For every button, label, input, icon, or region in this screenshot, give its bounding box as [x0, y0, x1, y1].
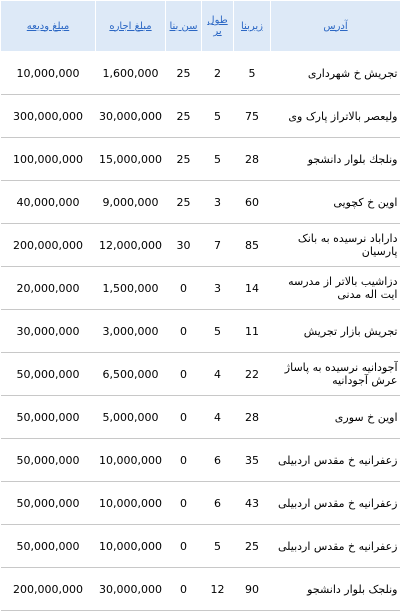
cell-deposit: 200,000,000 [1, 224, 96, 267]
cell-width: 2 [202, 52, 234, 95]
cell-rent: 1,600,000 [96, 52, 166, 95]
cell-address: ونلجك بلوار دانشجو [271, 138, 400, 181]
cell-width: 3 [202, 181, 234, 224]
cell-age: 25 [166, 52, 202, 95]
cell-rent: 5,000,000 [96, 396, 166, 439]
header-width[interactable]: طول بر [202, 1, 234, 52]
cell-age: 0 [166, 439, 202, 482]
cell-width: 5 [202, 95, 234, 138]
table-row [1, 310, 400, 353]
cell-deposit: 40,000,000 [1, 181, 96, 224]
cell-deposit: 50,000,000 [1, 525, 96, 568]
cell-age: 25 [166, 181, 202, 224]
cell-address: داراباد نرسیده به بانک پارسیان [271, 224, 400, 267]
header-deposit[interactable]: مبلغ ودیعه [1, 1, 96, 52]
header-area[interactable]: زیربنا [234, 1, 271, 52]
header-row [1, 1, 400, 52]
cell-width: 5 [202, 525, 234, 568]
cell-rent: 3,000,000 [96, 310, 166, 353]
cell-area: 11 [234, 310, 271, 353]
cell-address: زعفرانیه خ مقدس اردبیلی [271, 439, 400, 482]
header-rent[interactable]: مبلغ اجاره [96, 1, 166, 52]
cell-address: تجریش بازار تجریش [271, 310, 400, 353]
cell-age: 0 [166, 482, 202, 525]
table-row [1, 396, 400, 439]
cell-deposit: 20,000,000 [1, 267, 96, 310]
cell-area: 22 [234, 353, 271, 396]
cell-rent: 30,000,000 [96, 95, 166, 138]
cell-area: 43 [234, 482, 271, 525]
table-row [1, 439, 400, 482]
cell-address: اوین خ سوری [271, 396, 400, 439]
table-row [1, 95, 400, 138]
cell-rent: 9,000,000 [96, 181, 166, 224]
table-row [1, 224, 400, 267]
table-row [1, 353, 400, 396]
table-row [1, 181, 400, 224]
cell-width: 6 [202, 482, 234, 525]
cell-address: اوین خ کچویی [271, 181, 400, 224]
cell-width: 5 [202, 138, 234, 181]
cell-age: 0 [166, 525, 202, 568]
cell-age: 0 [166, 267, 202, 310]
cell-address: زعفرانیه خ مقدس اردبیلی [271, 482, 400, 525]
cell-area: 35 [234, 439, 271, 482]
table-row [1, 52, 400, 95]
cell-area: 60 [234, 181, 271, 224]
cell-width: 3 [202, 267, 234, 310]
cell-width: 4 [202, 353, 234, 396]
table-row [1, 138, 400, 181]
cell-deposit: 50,000,000 [1, 482, 96, 525]
cell-age: 30 [166, 224, 202, 267]
cell-area: 5 [234, 52, 271, 95]
cell-width: 4 [202, 396, 234, 439]
cell-area: 85 [234, 224, 271, 267]
cell-rent: 10,000,000 [96, 439, 166, 482]
cell-age: 25 [166, 138, 202, 181]
cell-deposit: 100,000,000 [1, 138, 96, 181]
table-row [1, 267, 400, 310]
cell-age: 25 [166, 95, 202, 138]
cell-rent: 1,500,000 [96, 267, 166, 310]
cell-age: 0 [166, 310, 202, 353]
cell-area: 90 [234, 568, 271, 611]
cell-rent: 30,000,000 [96, 568, 166, 611]
header-address[interactable]: آدرس [271, 1, 400, 52]
cell-deposit: 30,000,000 [1, 310, 96, 353]
cell-address: ولیعصر بالاتراز پارک وی [271, 95, 400, 138]
table-row [1, 482, 400, 525]
cell-area: 75 [234, 95, 271, 138]
cell-rent: 15,000,000 [96, 138, 166, 181]
cell-address: تجریش خ شهرداری [271, 52, 400, 95]
cell-deposit: 10,000,000 [1, 52, 96, 95]
cell-rent: 10,000,000 [96, 525, 166, 568]
cell-deposit: 50,000,000 [1, 353, 96, 396]
cell-deposit: 50,000,000 [1, 439, 96, 482]
cell-address: آجودانیه نرسیده به پاساژ عرش آجودانیه [271, 353, 400, 396]
cell-deposit: 300,000,000 [1, 95, 96, 138]
table-row [1, 525, 400, 568]
cell-rent: 10,000,000 [96, 482, 166, 525]
cell-width: 12 [202, 568, 234, 611]
cell-address: زعفرانیه خ مقدس اردبیلی [271, 525, 400, 568]
cell-width: 7 [202, 224, 234, 267]
cell-age: 0 [166, 568, 202, 611]
header-age[interactable]: سن بنا [166, 1, 202, 52]
cell-rent: 12,000,000 [96, 224, 166, 267]
cell-area: 14 [234, 267, 271, 310]
cell-rent: 6,500,000 [96, 353, 166, 396]
cell-age: 0 [166, 353, 202, 396]
cell-deposit: 200,000,000 [1, 568, 96, 611]
cell-address: ونلجک بلوار دانشجو [271, 568, 400, 611]
cell-area: 28 [234, 138, 271, 181]
cell-width: 5 [202, 310, 234, 353]
cell-age: 0 [166, 396, 202, 439]
cell-deposit: 50,000,000 [1, 396, 96, 439]
cell-width: 6 [202, 439, 234, 482]
cell-area: 25 [234, 525, 271, 568]
cell-address: دزاشیب بالاتر از مدرسه ایت اله مدنی [271, 267, 400, 310]
cell-area: 28 [234, 396, 271, 439]
table-row [1, 568, 400, 611]
